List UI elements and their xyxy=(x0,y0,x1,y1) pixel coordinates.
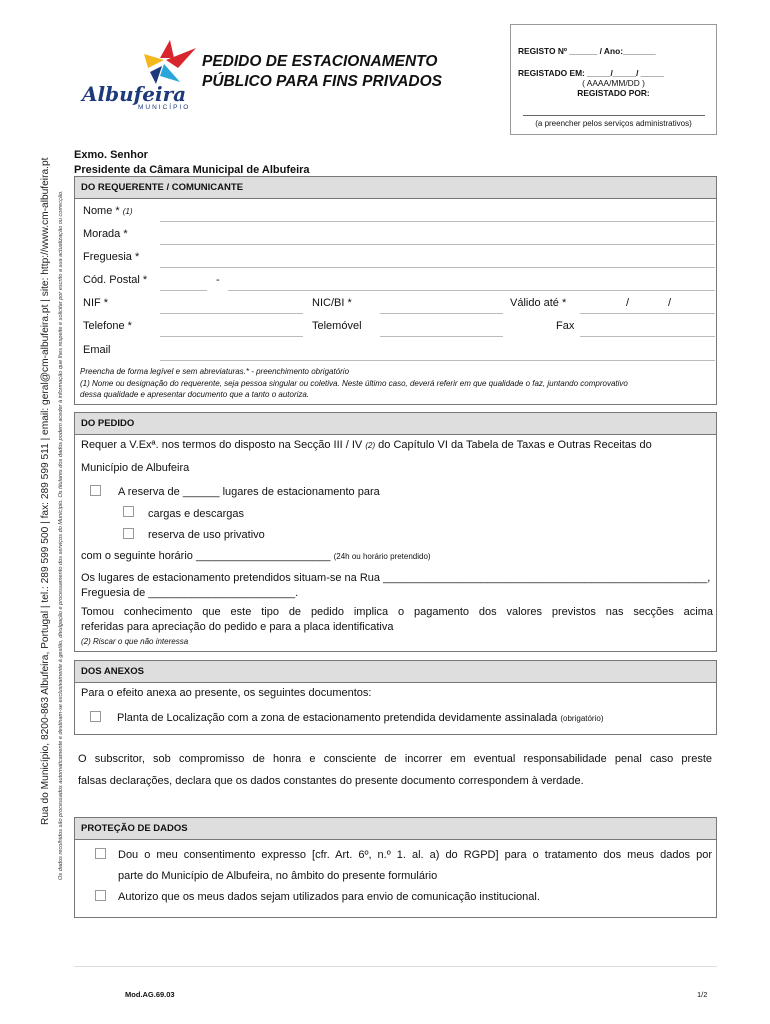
riscar-note: (2) Riscar o que não interessa xyxy=(81,637,189,646)
lugares-line1: Os lugares de estacionamento pretendidos situam-se na Rua _____________________________________________________, xyxy=(81,572,711,584)
section-requerente-header: DO REQUERENTE / COMUNICANTE xyxy=(75,177,716,199)
consentimento-line2: parte do Município de Albufeira, no âmbito do presente formulário xyxy=(118,870,438,882)
registo-em: REGISTADO EM: _____/_____/ _____ xyxy=(518,68,665,78)
email-field[interactable] xyxy=(160,360,715,361)
conhecimento-line1: Tomou conhecimento que este tipo de pedido implica o pagamento dos valores previstos nas secções acima xyxy=(81,606,713,618)
anexos-intro: Para o efeito anexa ao presente, os seguintes documentos: xyxy=(81,687,372,699)
valido-field[interactable] xyxy=(580,313,715,314)
form-title-line1: PEDIDO DE ESTACIONAMENTO xyxy=(202,53,438,70)
date-sep-1: / xyxy=(626,297,630,309)
section-anexos-header: DOS ANEXOS xyxy=(75,661,716,683)
planta-checkbox[interactable] xyxy=(90,711,101,722)
nif-label: NIF * xyxy=(83,297,109,309)
comunicacao-checkbox[interactable] xyxy=(95,890,106,901)
comunicacao-label: Autorizo que os meus dados sejam utilizados para envio de comunicação institucional. xyxy=(118,891,540,903)
horario-line: com o seguinte horário ______________________ (24h ou horário pretendido) xyxy=(81,550,431,562)
cod-postal-field-1[interactable] xyxy=(160,290,207,291)
registo-por: REGISTADO POR: xyxy=(577,88,650,98)
declaracao-line1: O subscritor, sob compromisso de honra e consciente de incorrer em eventual responsabilidade penal caso preste xyxy=(78,753,712,765)
telefone-field[interactable] xyxy=(160,336,303,337)
section-pedido-header: DO PEDIDO xyxy=(75,413,716,435)
pedido-text-line1: Requer a V.Exª. nos termos do disposto na Secção III / IV (2) do Capítulo VI da Tabela de Taxas e Outras Receitas do xyxy=(81,439,652,451)
registo-signature-line xyxy=(523,115,705,116)
side-privacy-text: Os dados recolhidos são processados automaticamente e destinam-se exclusivamente à gestão, divulgação e processamento dos serviços do Município. Os titulares dos dados podem aceder à informação que lhes respeite e solicitar por escrito a sua actualização ou correcção. xyxy=(58,190,64,880)
footer-page-number: 1/2 xyxy=(697,990,708,999)
nif-field[interactable] xyxy=(160,313,303,314)
telefone-label: Telefone * xyxy=(83,320,132,332)
telemovel-field[interactable] xyxy=(380,336,503,337)
cod-postal-separator: - xyxy=(216,274,220,286)
pedido-text-line2: Município de Albufeira xyxy=(81,462,190,474)
cargas-label: cargas e descargas xyxy=(148,508,244,520)
requerente-notes: Preencha de forma legível e sem abreviaturas.* - preenchimento obrigatório (1) Nome ou designação do requerente, seja pessoa singular ou coletiva. Neste último caso, deverá referir em que qualidade o faz, juntando comprovativo dessa qualidade e apresentar documento que a tanto o autoriza. xyxy=(80,367,628,399)
planta-label: Planta de Localização com a zona de estacionamento pretendida devidamente assinalada (obrigatório) xyxy=(117,712,604,724)
side-contact-text: Rua do Município, 8200-863 Albufeira, Portugal | tel.: 289 599 500 | fax: 289 599 511 | email: geral@cm-albufeira.pt | site: http://www.cm-albufeira.pt xyxy=(40,157,51,825)
footer-divider xyxy=(74,966,717,967)
registo-formato: ( AAAA/MM/DD ) xyxy=(582,78,645,88)
cargas-checkbox[interactable] xyxy=(123,506,134,517)
uso-privativo-label: reserva de uso privativo xyxy=(148,529,265,541)
reserva-checkbox[interactable] xyxy=(90,485,101,496)
registration-box xyxy=(510,24,717,135)
registo-numero: REGISTO Nº ______ / Ano:_______ xyxy=(518,46,656,56)
footer-model-code: Mod.AG.69.03 xyxy=(125,990,175,999)
valido-label: Válido até * xyxy=(510,297,567,309)
morada-field[interactable] xyxy=(160,244,715,245)
morada-label: Morada * xyxy=(83,228,128,240)
fax-field[interactable] xyxy=(580,336,715,337)
fax-label: Fax xyxy=(556,320,575,332)
lugares-line2: Freguesia de ________________________. xyxy=(81,587,299,599)
uso-privativo-checkbox[interactable] xyxy=(123,528,134,539)
form-title xyxy=(202,52,492,92)
logo-star-icon xyxy=(130,38,200,86)
municipality-logo xyxy=(80,38,200,111)
logo-name: Albufeira xyxy=(82,82,187,106)
section-protecao-header: PROTEÇÃO DE DADOS xyxy=(75,818,716,840)
nome-label: Nome * (1) xyxy=(83,205,133,217)
date-sep-2: / xyxy=(668,297,672,309)
registo-nota: (a preencher pelos serviços administrativos) xyxy=(535,119,692,128)
nic-label: NIC/BI * xyxy=(312,297,352,309)
addressee xyxy=(74,148,310,178)
email-label: Email xyxy=(83,344,111,356)
form-title-line2: PÚBLICO PARA FINS PRIVADOS xyxy=(202,73,442,90)
telemovel-label: Telemóvel xyxy=(312,320,362,332)
consentimento-line1: Dou o meu consentimento expresso [cfr. Art. 6º, n.º 1. al. a) do RGPD] para o tratamento dos meus dados por xyxy=(118,849,712,861)
freguesia-label: Freguesia * xyxy=(83,251,140,263)
cod-postal-label: Cód. Postal * xyxy=(83,274,148,286)
reserva-label: A reserva de ______ lugares de estacionamento para xyxy=(118,486,380,498)
conhecimento-line2: referidas para apreciação do pedido e para a placa identificativa xyxy=(81,621,394,633)
logo-subtitle: MUNICÍPIO xyxy=(138,104,191,111)
declaracao-line2: falsas declarações, declara que os dados constantes do presente documento correspondem à verdade. xyxy=(78,775,584,787)
addressee-line2: Presidente da Câmara Municipal de Albufeira xyxy=(74,164,310,176)
addressee-line1: Exmo. Senhor xyxy=(74,149,148,161)
consentimento-checkbox[interactable] xyxy=(95,848,106,859)
nome-field[interactable] xyxy=(160,221,715,222)
nic-field[interactable] xyxy=(380,313,503,314)
freguesia-field[interactable] xyxy=(160,267,715,268)
cod-postal-field-2[interactable] xyxy=(228,290,715,291)
